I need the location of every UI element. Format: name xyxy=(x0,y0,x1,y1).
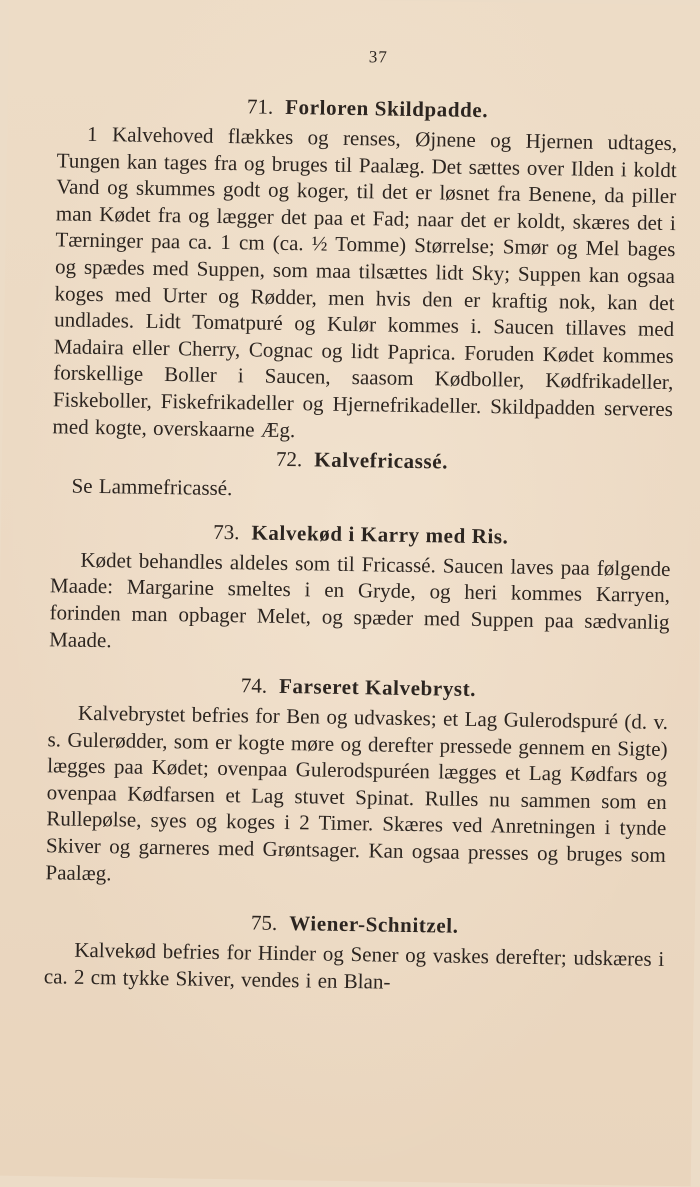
recipe-title: Kalvefricassé. xyxy=(314,447,449,474)
recipe-text-71: 1 Kalvehoved flækkes og renses, Øjnene og Hjernen udtages, Tungen kan tages fra og bruges til Paalæg. Det sættes over Ilden i koldt Vand og skummes godt og koger, til det er løsnet fra Benene, da piller man Kødet fra og lægger det paa et Fad; naar det er koldt, skæres det i Tærninger paa ca. 1 cm (ca. ½ Tomme) Størrelse; Smør og Mel bages og spædes med Suppen, som maa tilsættes lidt Sky; Suppen kan ogsaa koges med Urter og Rødder, men hvis den er kraftig nok, kan det undlades. Lidt Tomatpuré og Kulør kommes i. Saucen tillaves med Madaira eller Cherry, Cognac og lidt Paprica. Foruden Kødet kommes forskellige Boller i Saucen, saasom Kødboller, Kødfrikadeller, Fiskeboller, Fiskefrikadeller og Hjernefrikadeller. Skildpadden serveres med kogte, overskaarne Æg. xyxy=(52,121,678,442)
recipe-title: Farseret Kalvebryst. xyxy=(278,673,477,702)
recipe-title: Kalvekød i Karry med Ris. xyxy=(251,520,509,549)
recipe-number: 74. xyxy=(240,673,268,698)
page-number: 37 xyxy=(368,47,389,67)
recipe-text-73: Kødet behandles aldeles som til Fricassé. Saucen laves paa følgende Maade: Margarine smeltes i en Gryde, og heri kommes Karryen, forinden man opbager Melet, og spæder med Suppen paa sædvanlig Maade. xyxy=(49,547,671,652)
recipe-number: 72. xyxy=(275,446,303,472)
recipe-number: 73. xyxy=(213,519,240,544)
recipe-number: 75. xyxy=(250,910,278,936)
recipe-content xyxy=(44,91,678,999)
recipe-title: Forloren Skildpadde. xyxy=(285,94,489,123)
recipe-text-72: Se Lammefricassé. xyxy=(71,473,233,501)
recipe-text-75: Kalvekød befries for Hinder og Sener og vaskes derefter; udskæres i ca. 2 cm tykke Skiver, vendes i en Blan- xyxy=(43,937,665,994)
recipe-title: Wiener-Schnitzel. xyxy=(288,911,459,938)
recipe-text-74: Kalvebrystet befries for Ben og udvaskes; et Lag Gulerodspuré (d. v. s. Gulerødder, som er kogte møre og derefter pressede gennem en Sigte) lægges paa Kødet; ovenpaa Gulerodspuréen lægges et Lag Kødfars og ovenpaa Kødfarsen et Lag stuvet Spinat. Rulles nu sammen som en Rullepølse, syes og koges i 2 Timer. Skæres ved Anretningen i tynde Skiver og garneres med Grøntsager. Kan ogsaa presses og bruges som Paalæg. xyxy=(45,700,669,885)
recipe-number: 71. xyxy=(246,94,274,119)
